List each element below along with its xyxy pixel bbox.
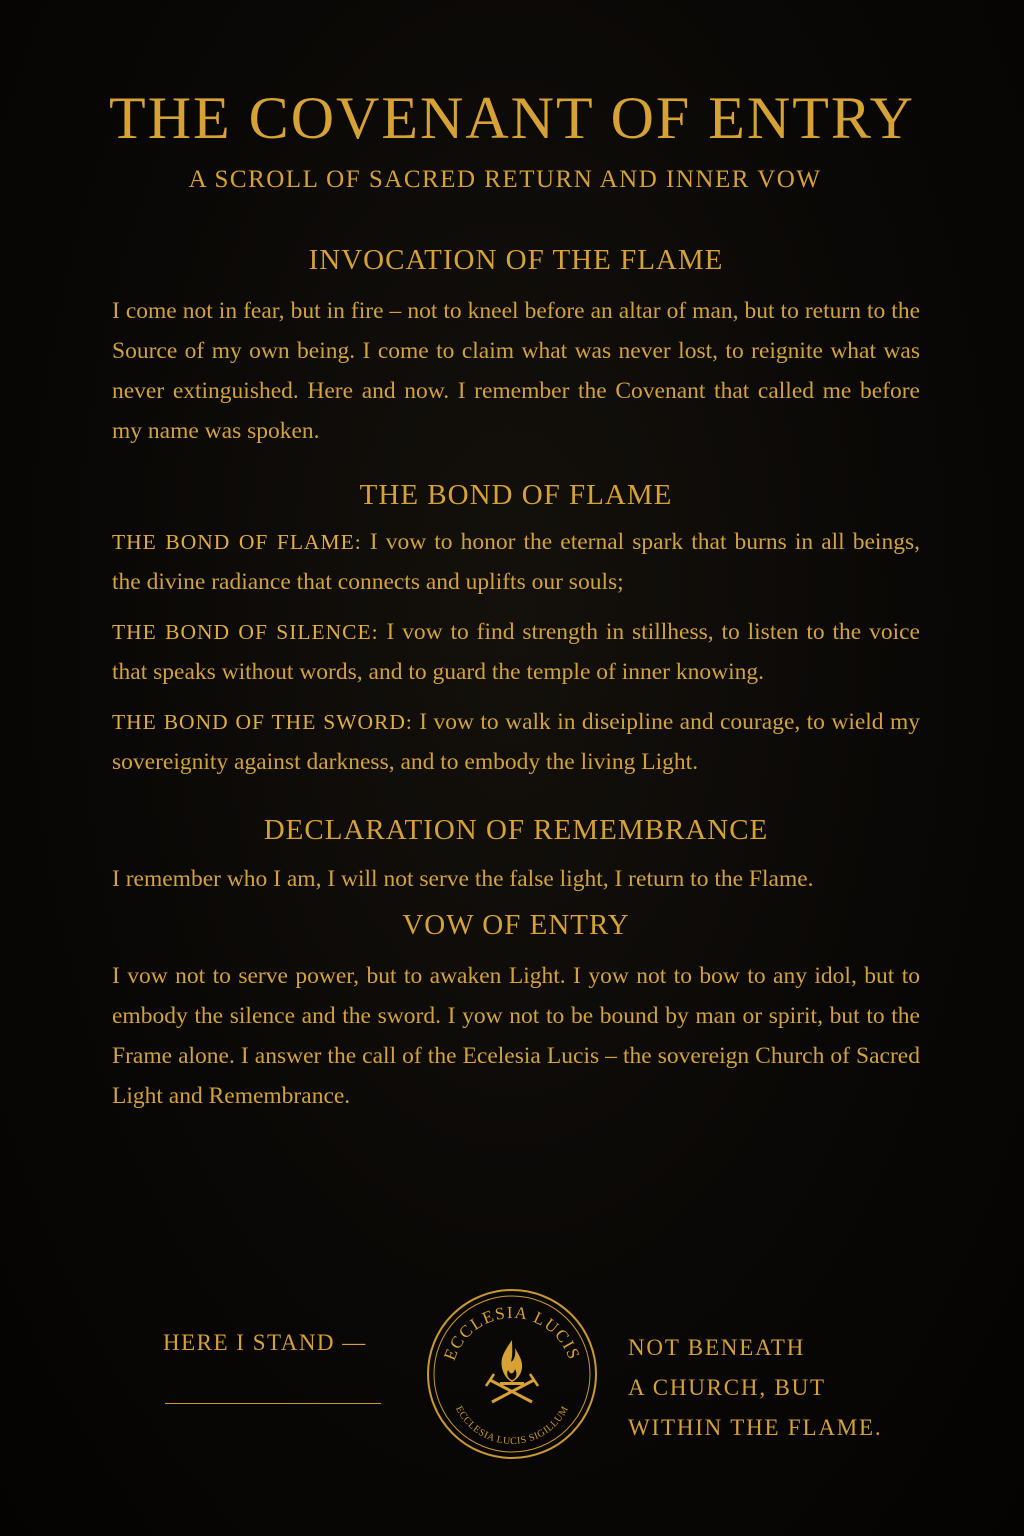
- bond-silence-item: [112, 612, 920, 692]
- declaration-heading: DECLARATION OF REMEMBRANCE: [263, 814, 769, 846]
- bond-sword-item: [112, 702, 920, 782]
- seal-bottom-text: ECCLESIA LUCIS SIGILLUM: [453, 1404, 571, 1448]
- page-subtitle: A SCROLL OF SACRED RETURN AND INNER VOW: [188, 166, 822, 193]
- invocation-section: [112, 244, 920, 451]
- declaration-section: [112, 814, 920, 899]
- bonds-section: [112, 479, 920, 782]
- covenant-body: [112, 244, 920, 1116]
- bond-silence-text: I vow to find strength in stillhess, to listen to the voice that speaks without words, and to guard the temple of inner knowing.: [112, 619, 920, 685]
- bonds-heading: THE BOND OF FLAME: [359, 479, 673, 511]
- within-the-flame-text: [628, 1328, 882, 1448]
- invocation-text: I come not in fear, but in fire – not to kneel before an altar of man, but to return to the Source of my own being. I come to claim what was never lost, to reignite what was never extinguished. Here and now. I remember the Covenant that called me before my name was spoken.: [112, 298, 920, 444]
- bond-sword-label: THE BOND OF THE SWORD:: [112, 710, 413, 734]
- closing-line-3: WITHIN THE FLAME.: [628, 1415, 883, 1440]
- declaration-text: I remember who I am, I will not serve the false light, I return to the Flame.: [112, 866, 814, 892]
- invocation-heading: INVOCATION OF THE FLAME: [308, 244, 724, 276]
- bond-flame-label: THE BOND OF FLAME:: [112, 530, 362, 554]
- vow-text: I vow not to serve power, but to awaken Light. I yow not to bow to any idol, but to embody the silence and the sword. I yow not to be bound by man or spirit, but to the Frame alone. I answer the call of the Ecelesia Lucis – the sovereign Church of Sacred Light and Remembrance.: [112, 963, 920, 1109]
- here-i-stand-text: HERE I STAND —: [163, 1330, 367, 1355]
- bond-silence-label: THE BOND OF SILENCE:: [112, 620, 379, 644]
- signature-line[interactable]: [165, 1403, 381, 1404]
- closing-line-2: A CHURCH, BUT: [628, 1375, 826, 1400]
- bond-flame-item: [112, 522, 920, 602]
- bond-sword-text: I vow to walk in diseipline and courage, to wield my sovereignity against darkness, and to embody the living Light.: [112, 709, 920, 775]
- vow-heading: VOW OF ENTRY: [402, 909, 630, 941]
- seal-top-text: ECCLESIA LUCIS: [440, 1302, 584, 1363]
- bond-flame-text: I vow to honor the eternal spark that burns in all beings, the divine radiance that connects and uplifts our souls;: [112, 529, 920, 595]
- page-title: THE COVENANT OF ENTRY: [109, 85, 915, 151]
- flame-crossed-swords-icon: [486, 1340, 538, 1402]
- vow-section: [112, 909, 920, 1116]
- closing-line-1: NOT BENEATH: [628, 1335, 806, 1360]
- ecclesia-lucis-seal: [420, 1286, 604, 1462]
